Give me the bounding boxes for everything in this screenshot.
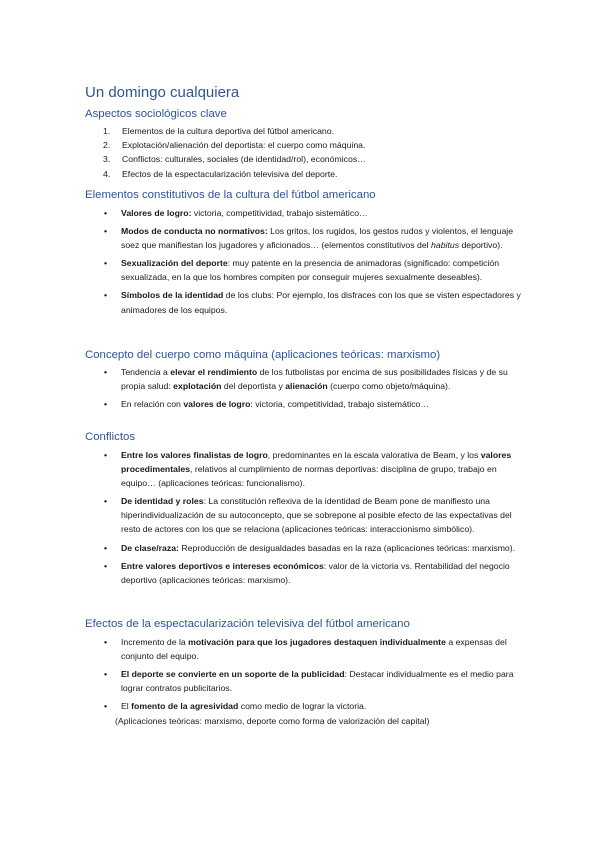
list-item — [104, 494, 524, 536]
item-text: Reproducción de desigualdades basadas en la raza (aplicaciones teóricas: marxismo). — [178, 542, 516, 553]
list-text: Explotación/alienación del deportista: el cuerpo como máquina. — [122, 140, 366, 151]
heading-aspectos: Aspectos sociológicos clave — [85, 108, 227, 120]
list-text: Elementos de la cultura deportiva del fútbol americano. — [122, 126, 334, 136]
list-item — [104, 699, 524, 713]
list-item — [104, 288, 524, 316]
bullet-icon: • — [104, 450, 108, 460]
item-text: de los clubs: Por ejemplo, los disfraces con los que se visten espectadores y animadores de los equipos. — [121, 290, 521, 315]
list-item — [104, 559, 524, 587]
heading-elementos: Elementos constitutivos de la cultura del fútbol americano — [85, 189, 376, 201]
list-item — [103, 138, 366, 152]
bullet-icon: • — [104, 258, 108, 269]
bullet-icon: • — [104, 208, 108, 218]
bullet-icon: • — [104, 560, 108, 571]
list-item — [104, 256, 524, 284]
item-bold: explotación — [173, 381, 222, 392]
aspectos-list — [103, 124, 366, 181]
item-text: : victoria, competitividad, trabajo sistemático… — [250, 399, 430, 410]
bullet-icon: • — [104, 496, 108, 507]
list-item — [103, 152, 366, 166]
item-bold: motivación para que los jugadores destaquen individualmente — [188, 637, 446, 647]
heading-efectos: Efectos de la espectacularización televisiva del fútbol americano — [85, 618, 410, 630]
item-bold: valores procedimentales — [121, 450, 512, 475]
list-number: 3. — [103, 154, 111, 165]
elementos-list — [104, 206, 524, 321]
list-text: Efectos de la espectacularización televisiva del deporte. — [122, 168, 338, 179]
list-item — [104, 635, 524, 663]
item-text: : Destacar individualmente es el medio para lograr contratos publicitarios. — [121, 669, 514, 694]
item-bold: elevar el rendimiento — [170, 367, 258, 377]
item-bold: fomento de la agresividad — [131, 701, 239, 712]
list-item — [104, 224, 524, 252]
item-text: Incremento de la — [121, 637, 189, 647]
list-text: Conflictos: culturales, sociales (de identidad/rol), económicos… — [122, 154, 366, 165]
bullet-icon: • — [104, 542, 108, 553]
item-bold: De clase/raza: — [121, 542, 179, 553]
heading-conflictos: Conflictos — [85, 431, 136, 443]
item-text: , predominantes en la escala valorativa de Beam, y los — [267, 450, 481, 460]
item-text: victoria, competitividad, trabajo sistemático… — [191, 208, 368, 218]
list-item — [104, 206, 524, 220]
bullet-icon: • — [104, 637, 108, 647]
item-text: a expensas del conjunto del equipo. — [121, 637, 507, 662]
item-text: deportivo). — [459, 240, 503, 251]
applications-note: (Aplicaciones teóricas: marxismo, deporte como forma de valorización del capital) — [115, 716, 430, 726]
item-text: (cuerpo como objeto/máquina). — [327, 381, 451, 392]
bullet-icon: • — [104, 367, 108, 377]
bullet-icon: • — [104, 669, 108, 680]
conflictos-list — [104, 448, 524, 591]
item-bold: Valores de logro: — [121, 208, 192, 218]
heading-concepto: Concepto del cuerpo como máquina (aplicaciones teóricas: marxismo) — [85, 349, 441, 361]
efectos-list — [104, 635, 524, 717]
item-text: , relativos al cumplimiento de normas deportivas: disciplina de grupo, trabajo en equipo… (aplicaciones teóricas: funcionalismo). — [121, 464, 497, 489]
bullet-icon: • — [104, 226, 108, 237]
list-item — [104, 448, 524, 490]
list-item — [104, 365, 524, 393]
bullet-icon: • — [104, 701, 108, 712]
bullet-icon: • — [104, 399, 108, 410]
concepto-list — [104, 365, 524, 415]
list-item — [104, 667, 524, 695]
bullet-icon: • — [104, 290, 108, 301]
list-item — [104, 397, 524, 411]
item-text: del deportista y — [221, 381, 286, 392]
item-bold: De identidad y roles — [121, 496, 204, 507]
item-bold: El deporte se convierte en un soporte de la publicidad — [121, 669, 345, 680]
item-text: El — [121, 701, 132, 712]
list-number: 2. — [103, 140, 111, 151]
page-title: Un domingo cualquiera — [85, 84, 240, 101]
item-text: Tendencia a — [121, 367, 171, 377]
item-bold: Símbolos de la identidad — [121, 290, 224, 301]
item-text: Los gritos, los rugidos, los gestos rudos y violentos, el lenguaje soez que manifiestan los jugadores y aficionados… (elementos constitutivos del — [121, 226, 514, 251]
item-text: de los futbolistas por encima de sus posibilidades físicas y de su propia salud: — [121, 367, 508, 392]
item-bold: valores de logro — [183, 399, 251, 410]
list-item — [103, 124, 366, 138]
item-text: : muy patente en la presencia de animadoras (significado: competición sexualizada, en la que los hombres compiten por conseguir mujeres sexualmente deseables). — [121, 258, 500, 283]
list-item — [103, 167, 366, 181]
item-bold: Modos de conducta no normativos: — [121, 226, 268, 237]
item-text: : La constitución reflexiva de la identidad de Beam pone de manifiesto una hiperindividualización de su autoconcepto, que se sobrepone al posible efecto de las expectativas del resto de actores con los que se relaciona (aplicaciones teóricas: interaccionismo simbólico). — [121, 496, 512, 535]
item-text: como medio de lograr la victoria. — [238, 701, 367, 712]
list-number: 1. — [103, 126, 111, 136]
item-text: En relación con — [121, 399, 184, 410]
item-bold: Entre los valores finalistas de logro — [121, 450, 268, 460]
item-text: : valor de la victoria vs. Rentabilidad del negocio deportivo (aplicaciones teóricas: marxismo). — [121, 560, 510, 585]
item-bold: alienación — [285, 381, 328, 392]
list-item — [104, 541, 524, 555]
item-italic: habitus — [431, 240, 460, 251]
item-bold: Entre valores deportivos e intereses económicos — [121, 560, 324, 571]
list-number: 4. — [103, 168, 111, 179]
item-bold: Sexualización del deporte — [121, 258, 228, 269]
